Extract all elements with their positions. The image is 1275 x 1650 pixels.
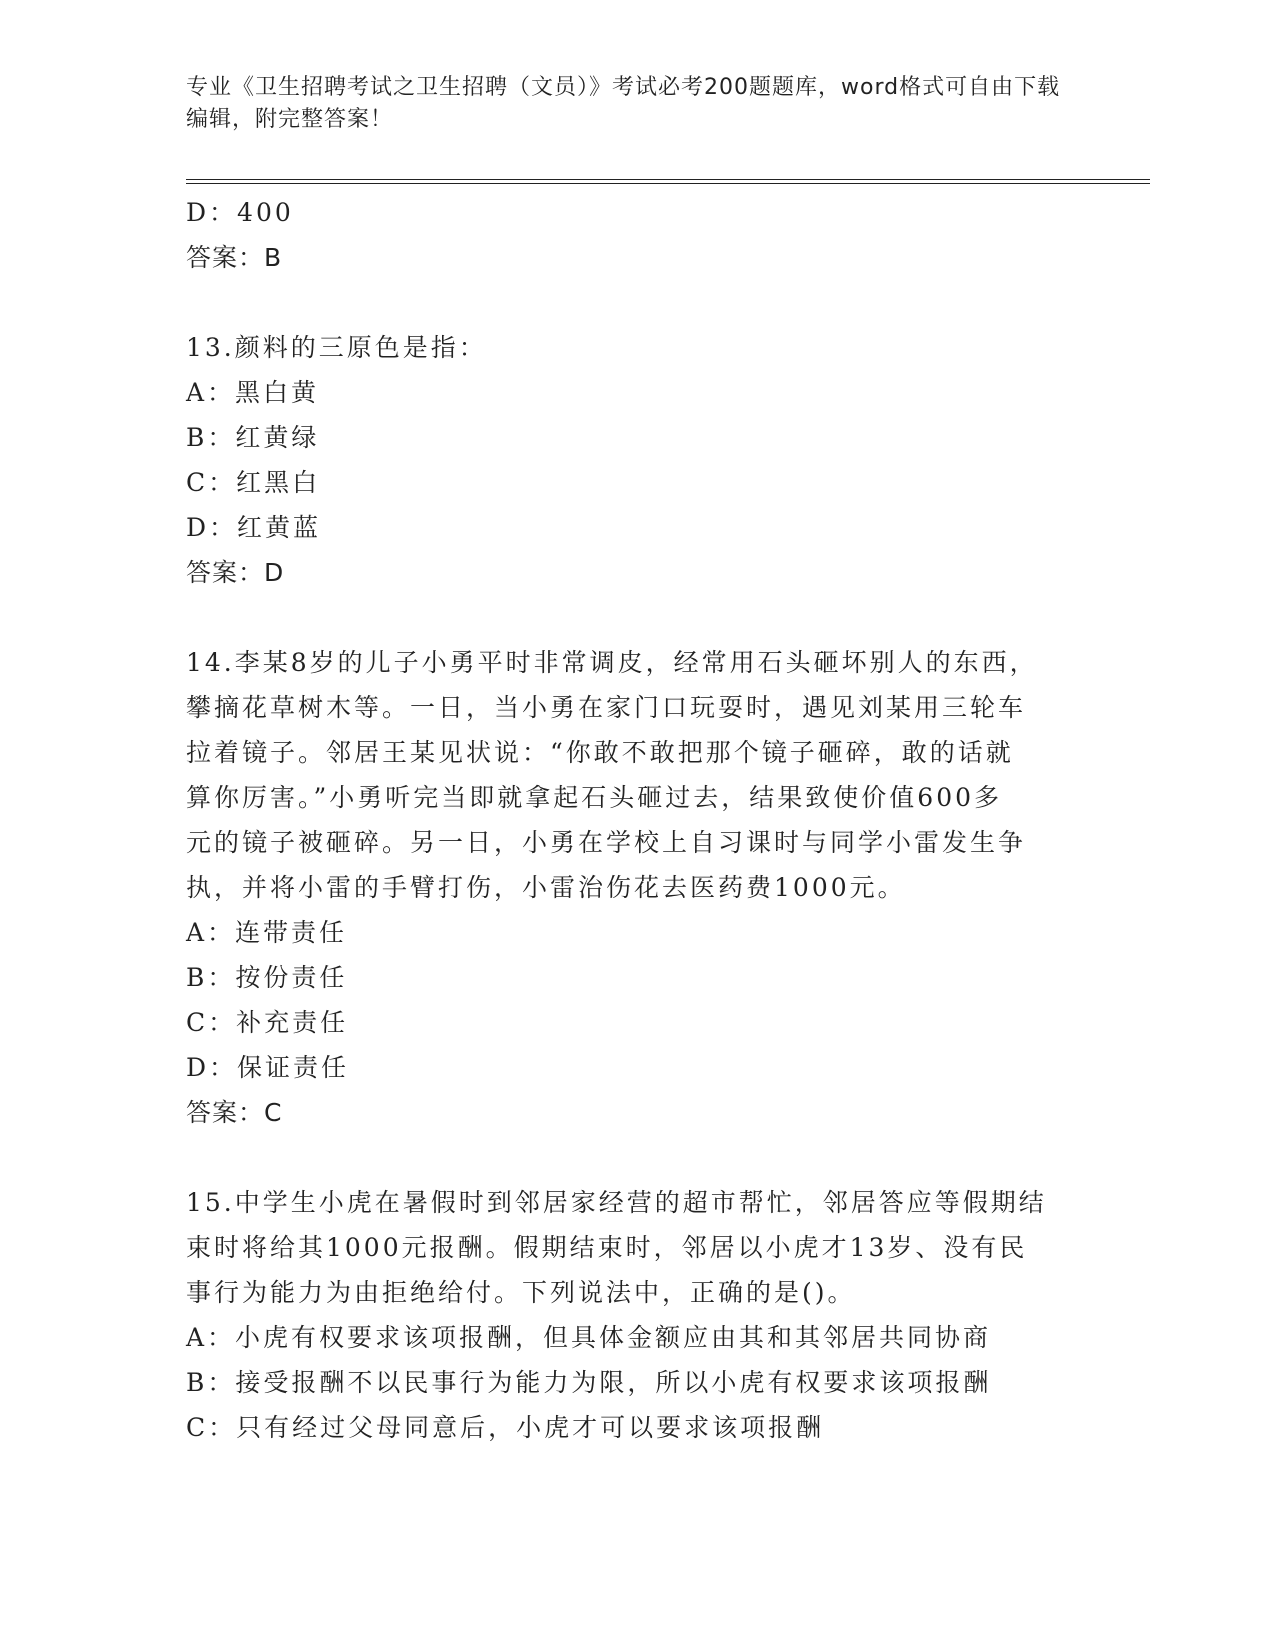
question-14-stem-line: 执，并将小雷的手臂打伤，小雷治伤花去医药费1000元。 xyxy=(186,873,906,902)
question-13-answer: 答案：D xyxy=(186,558,285,587)
prev-option-d: D：400 xyxy=(186,198,294,227)
question-14 xyxy=(186,640,1086,1135)
header-divider-bottom xyxy=(186,183,1150,184)
prev-answer: 答案：B xyxy=(186,243,283,272)
question-15-stem-line: 15.中学生小虎在暑假时到邻居家经营的超市帮忙，邻居答应等假期结 xyxy=(186,1188,1047,1217)
question-14-stem-line: 拉着镜子。邻居王某见状说：“你敢不敢把那个镜子砸碎，敢的话就 xyxy=(186,738,1014,767)
spacer xyxy=(186,1135,1086,1180)
question-13 xyxy=(186,325,1086,595)
question-list xyxy=(186,190,1086,1450)
question-13-option-d: D：红黄蓝 xyxy=(186,513,322,542)
question-13-option-a: A：黑白黄 xyxy=(186,378,320,407)
question-15 xyxy=(186,1180,1086,1450)
question-14-stem-line: 攀摘花草树木等。一日，当小勇在家门口玩耍时，遇见刘某用三轮车 xyxy=(186,693,1027,722)
question-15-stem-line: 事行为能力为由拒绝给付。下列说法中，正确的是()。 xyxy=(186,1278,856,1307)
question-14-stem-line: 元的镜子被砸碎。另一日，小勇在学校上自习课时与同学小雷发生争 xyxy=(186,828,1027,857)
question-14-stem-line: 算你厉害。”小勇听完当即就拿起石头砸过去，结果致使价值600多 xyxy=(186,783,1003,812)
question-15-stem-line: 束时将给其1000元报酬。假期结束时，邻居以小虎才13岁、没有民 xyxy=(186,1233,1028,1262)
question-14-stem-line: 14.李某8岁的儿子小勇平时非常调皮，经常用石头砸坏别人的东西， xyxy=(186,648,1038,677)
spacer xyxy=(186,595,1086,640)
question-14-option-d: D：保证责任 xyxy=(186,1053,350,1082)
document-intro: 专业《卫生招聘考试之卫生招聘（文员）》考试必考200题题库，word格式可自由下载编辑，附完整答案！ xyxy=(186,75,1061,132)
question-14-option-b: B：按份责任 xyxy=(186,963,348,992)
question-15-option-c: C：只有经过父母同意后，小虎才可以要求该项报酬 xyxy=(186,1413,825,1442)
question-13-option-b: B：红黄绿 xyxy=(186,423,320,452)
question-14-option-c: C：补充责任 xyxy=(186,1008,349,1037)
question-13-stem: 13.颜料的三原色是指： xyxy=(186,333,487,362)
question-13-option-c: C：红黑白 xyxy=(186,468,321,497)
spacer xyxy=(186,280,1086,325)
question-14-answer: 答案：C xyxy=(186,1098,283,1127)
question-14-option-a: A：连带责任 xyxy=(186,918,348,947)
question-15-option-b: B：接受报酬不以民事行为能力为限，所以小虎有权要求该项报酬 xyxy=(186,1368,992,1397)
question-15-option-a: A：小虎有权要求该项报酬，但具体金额应由其和其邻居共同协商 xyxy=(186,1323,992,1352)
header-divider-top xyxy=(186,179,1150,180)
